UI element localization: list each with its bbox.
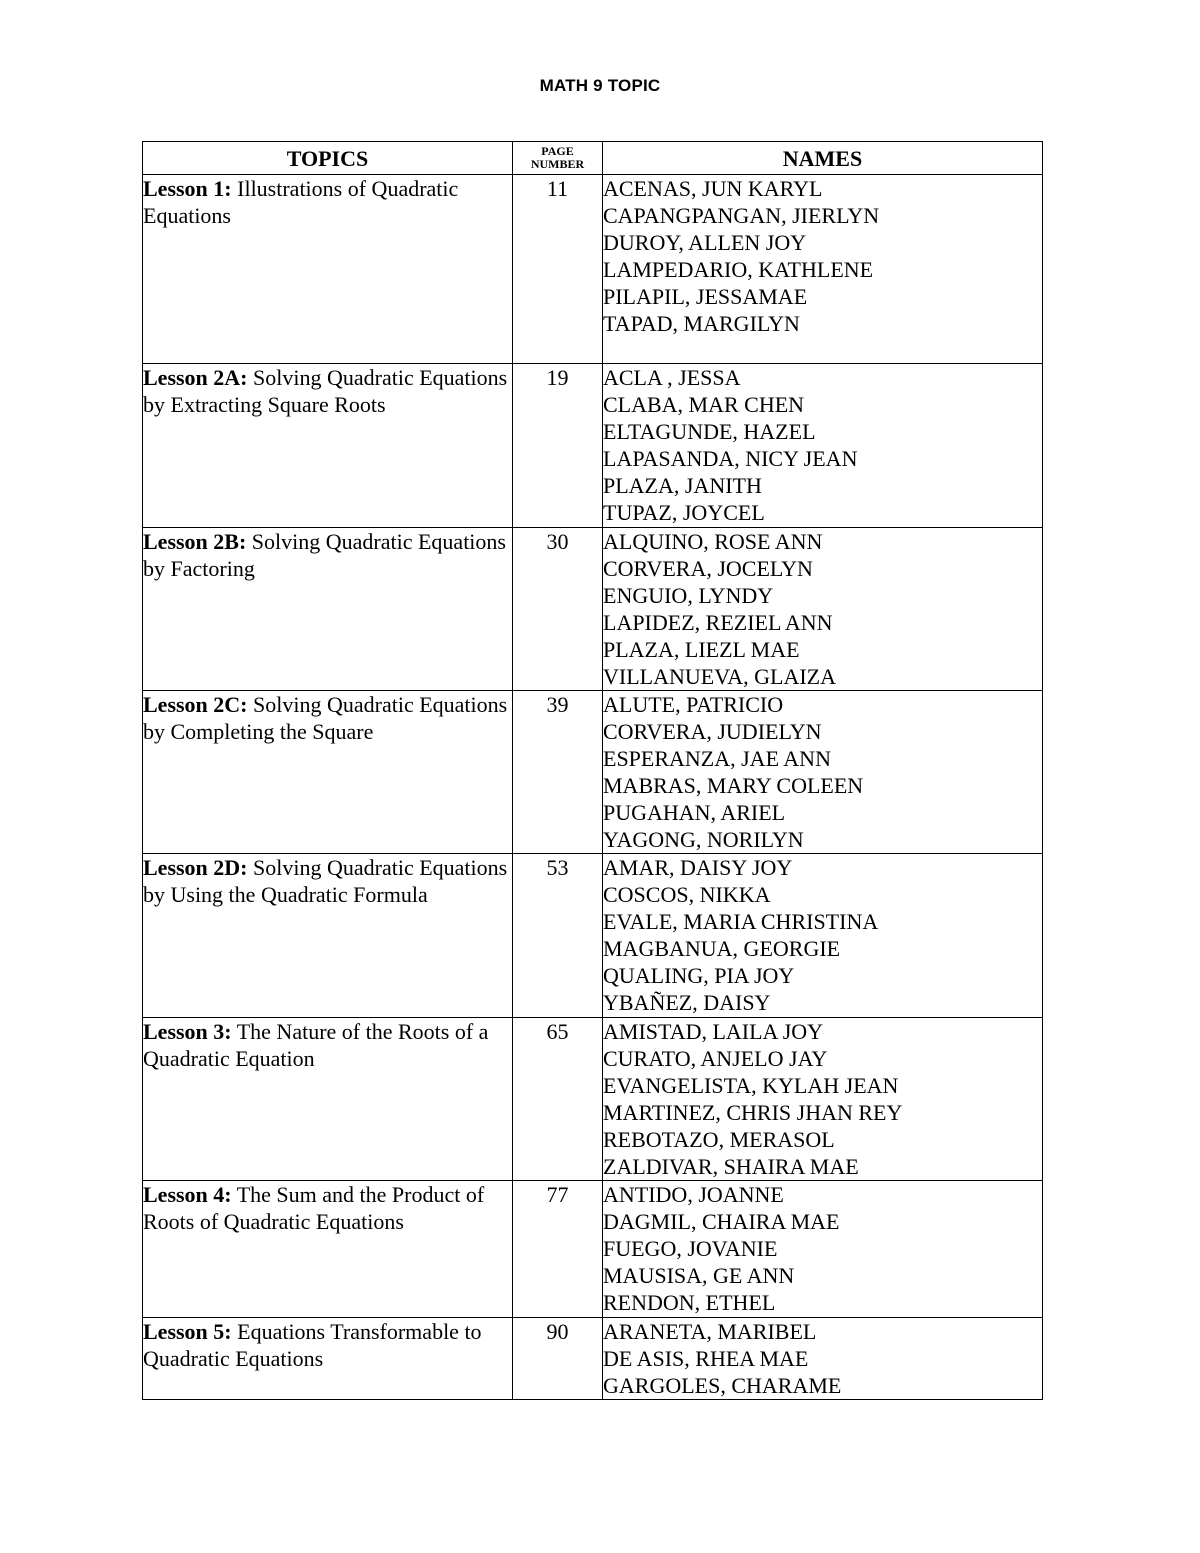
topic-cell (143, 691, 513, 854)
lesson-topic: Solving Quadratic Equations by Extracting Square Roots (143, 365, 508, 417)
table-row (143, 528, 1043, 691)
student-name: CLABA, MAR CHEN (603, 392, 805, 417)
topic-cell (143, 175, 513, 364)
page-number-cell: 53 (513, 854, 603, 1018)
lesson-topic: Solving Quadratic Equations by Completing the Square (143, 692, 508, 744)
student-name: ACENAS, JUN KARYL (603, 176, 823, 201)
page-number-cell: 90 (513, 1318, 603, 1400)
page-header-line-1: PAGE (541, 144, 574, 158)
names-column-header: NAMES (603, 142, 1043, 175)
lesson-number: Lesson 2A: (143, 365, 248, 390)
student-name: AMAR, DAISY JOY (603, 855, 793, 880)
lesson-number: Lesson 1: (143, 176, 232, 201)
student-name: MAUSISA, GE ANN (603, 1263, 795, 1288)
table-row (143, 1018, 1043, 1181)
lesson-topic: Equations Transformable to Quadratic Equations (143, 1319, 482, 1371)
table-row (143, 175, 1043, 364)
student-name: CORVERA, JUDIELYN (603, 719, 822, 744)
page-number-cell: 65 (513, 1018, 603, 1181)
student-name: COSCOS, NIKKA (603, 882, 771, 907)
table-row (143, 1181, 1043, 1318)
topic-cell (143, 364, 513, 528)
lesson-number: Lesson 3: (143, 1019, 232, 1044)
table-row (143, 1318, 1043, 1400)
student-name: RENDON, ETHEL (603, 1290, 776, 1315)
student-name: ANTIDO, JOANNE (603, 1182, 784, 1207)
student-name: EVALE, MARIA CHRISTINA (603, 909, 879, 934)
table-row (143, 854, 1043, 1018)
lesson-topic: Solving Quadratic Equations by Factoring (143, 529, 506, 581)
student-name: CURATO, ANJELO JAY (603, 1046, 828, 1071)
table-row (143, 691, 1043, 854)
names-cell (603, 528, 1043, 691)
student-name: FUEGO, JOVANIE (603, 1236, 778, 1261)
student-name: YBAÑEZ, DAISY (603, 990, 771, 1015)
student-name: LAPIDEZ, REZIEL ANN (603, 610, 833, 635)
student-name: ARANETA, MARIBEL (603, 1319, 817, 1344)
topic-cell (143, 1181, 513, 1318)
student-name: MABRAS, MARY COLEEN (603, 773, 864, 798)
student-name: CAPANGPANGAN, JIERLYN (603, 203, 880, 228)
student-name: ENGUIO, LYNDY (603, 583, 774, 608)
student-name: TUPAZ, JOYCEL (603, 500, 765, 525)
page-number-column-header (513, 142, 603, 175)
names-cell (603, 1018, 1043, 1181)
student-name: LAMPEDARIO, KATHLENE (603, 257, 874, 282)
page-header-line-2: NUMBER (530, 157, 585, 171)
page-number-cell: 30 (513, 528, 603, 691)
student-name: CORVERA, JOCELYN (603, 556, 813, 581)
names-cell (603, 691, 1043, 854)
student-name: PLAZA, JANITH (603, 473, 762, 498)
names-cell (603, 854, 1043, 1018)
lesson-number: Lesson 4: (143, 1182, 232, 1207)
table-header-row (143, 142, 1043, 175)
topics-table (142, 141, 1043, 1400)
student-name: ZALDIVAR, SHAIRA MAE (603, 1154, 859, 1179)
student-name: ELTAGUNDE, HAZEL (603, 419, 816, 444)
student-name: TAPAD, MARGILYN (603, 311, 800, 336)
names-cell (603, 1318, 1043, 1400)
student-name: VILLANUEVA, GLAIZA (603, 664, 836, 689)
student-name: MARTINEZ, CHRIS JHAN REY (603, 1100, 903, 1125)
lesson-number: Lesson 5: (143, 1319, 232, 1344)
topic-cell (143, 528, 513, 691)
student-name: PUGAHAN, ARIEL (603, 800, 786, 825)
page-number-cell: 39 (513, 691, 603, 854)
names-cell (603, 1181, 1043, 1318)
topics-column-header: TOPICS (143, 142, 513, 175)
student-name: QUALING, PIA JOY (603, 963, 795, 988)
student-name: DE ASIS, RHEA MAE (603, 1346, 809, 1371)
lesson-topic: Illustrations of Quadratic Equations (143, 176, 459, 228)
topic-cell (143, 854, 513, 1018)
student-name: ACLA , JESSA (603, 365, 741, 390)
lesson-topic: The Nature of the Roots of a Quadratic Equation (143, 1019, 489, 1071)
lesson-topic: Solving Quadratic Equations by Using the Quadratic Formula (143, 855, 508, 907)
names-cell (603, 364, 1043, 528)
topic-cell (143, 1018, 513, 1181)
student-name: DAGMIL, CHAIRA MAE (603, 1209, 840, 1234)
student-name: ESPERANZA, JAE ANN (603, 746, 831, 771)
table-row (143, 364, 1043, 528)
table-body (143, 175, 1043, 1400)
student-name: ALUTE, PATRICIO (603, 692, 784, 717)
lesson-number: Lesson 2B: (143, 529, 247, 554)
student-name: PILAPIL, JESSAMAE (603, 284, 808, 309)
student-name: LAPASANDA, NICY JEAN (603, 446, 858, 471)
names-cell (603, 175, 1043, 364)
page-number-cell: 19 (513, 364, 603, 528)
document-title: MATH 9 TOPIC (539, 76, 661, 95)
lesson-number: Lesson 2D: (143, 855, 248, 880)
student-name: PLAZA, LIEZL MAE (603, 637, 800, 662)
topic-cell (143, 1318, 513, 1400)
student-name: AMISTAD, LAILA JOY (603, 1019, 824, 1044)
lesson-topic: The Sum and the Product of Roots of Quadratic Equations (143, 1182, 485, 1234)
lesson-number: Lesson 2C: (143, 692, 248, 717)
student-name: ALQUINO, ROSE ANN (603, 529, 823, 554)
student-name: MAGBANUA, GEORGIE (603, 936, 841, 961)
student-name: REBOTAZO, MERASOL (603, 1127, 835, 1152)
student-name: EVANGELISTA, KYLAH JEAN (603, 1073, 899, 1098)
page-number-cell: 11 (513, 175, 603, 364)
student-name: GARGOLES, CHARAME (603, 1373, 842, 1398)
student-name: DUROY, ALLEN JOY (603, 230, 807, 255)
student-name: YAGONG, NORILYN (603, 827, 804, 852)
page-number-cell: 77 (513, 1181, 603, 1318)
